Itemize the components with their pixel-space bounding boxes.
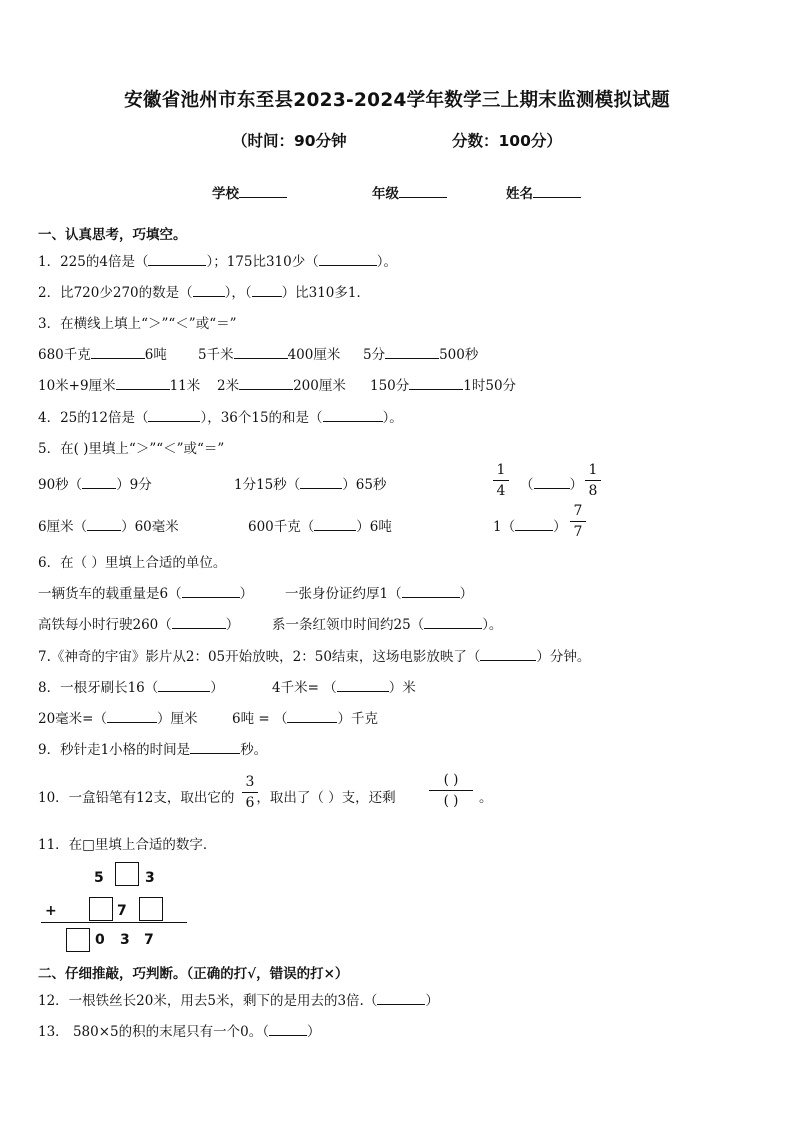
question-6-prompt: 6．在（ ）里填上合适的单位。: [38, 555, 227, 571]
school-field[interactable]: [212, 182, 287, 202]
digit-box[interactable]: [139, 897, 163, 921]
answer-blank[interactable]: [377, 991, 425, 1005]
section-2-heading: 二、仔细推敲，巧判断。（正确的打√，错误的打×）: [38, 966, 349, 982]
answer-blank[interactable]: [424, 615, 482, 629]
remaining-fraction[interactable]: ( ) ( ): [425, 772, 477, 809]
answer-blank[interactable]: [409, 376, 463, 390]
score-label: 分数：100分）: [452, 132, 562, 150]
answer-blank[interactable]: [314, 517, 356, 531]
grade-label: 年级: [372, 186, 399, 202]
fraction-1-4: 1 4: [493, 462, 509, 499]
sum-line: [41, 922, 187, 923]
digit-box[interactable]: [115, 862, 139, 886]
answer-blank[interactable]: [193, 283, 225, 297]
answer-blank[interactable]: [82, 475, 116, 489]
question-8-item: 20毫米=（ ）厘米: [38, 711, 198, 727]
question-13: 13． 580×5的积的末尾只有一个0。（ ）: [38, 1024, 321, 1040]
answer-blank[interactable]: [158, 678, 210, 692]
answer-blank[interactable]: [116, 376, 170, 390]
answer-blank[interactable]: [300, 475, 342, 489]
question-3-row-2: 10米+9厘米 11米: [38, 378, 201, 394]
answer-blank[interactable]: [182, 584, 240, 598]
digit: 7: [117, 903, 127, 919]
question-5-prompt: 5．在( )里填上“＞”“＜”或“＝”: [38, 441, 225, 457]
answer-blank[interactable]: [319, 252, 377, 266]
question-9: 9．秒针走1小格的时间是 秒。: [38, 742, 268, 758]
answer-blank[interactable]: [172, 615, 226, 629]
question-3-row-1: 680千克 6吨: [38, 347, 167, 363]
question-3-prompt: 3．在横线上填上“＞”“＜”或“＝”: [38, 316, 237, 332]
question-7: 7.《神奇的宇宙》影片从2：05开始放映，2：50结束，这场电影放映了（ ）分钟。: [38, 649, 591, 665]
question-12: 12．一根铁丝长20米，用去5米，剩下的是用去的3倍.（ ）: [38, 993, 439, 1009]
question-8-item: 6吨 = （ ）千克: [232, 711, 378, 727]
question-5-item: 1分15秒（ ）65秒: [234, 477, 387, 493]
answer-blank[interactable]: [402, 584, 460, 598]
digit-box[interactable]: [66, 928, 90, 952]
question-11-prompt: 11．在□里填上合适的数字．: [38, 837, 217, 853]
page-title: 安徽省池州市东至县2023-2024学年数学三上期末监测模拟试题: [124, 90, 670, 111]
answer-blank[interactable]: [287, 709, 337, 723]
fraction-3-6: 3 6: [242, 774, 258, 811]
answer-blank[interactable]: [107, 709, 157, 723]
answer-blank[interactable]: [480, 647, 536, 661]
digit-box[interactable]: [89, 897, 113, 921]
name-field[interactable]: [506, 182, 581, 202]
question-8-item: 4千米= （ ）米: [272, 680, 416, 696]
answer-blank[interactable]: [148, 408, 200, 422]
question-5-item: 6厘米（ ）60毫米: [38, 519, 179, 535]
digit: 5: [94, 870, 104, 886]
school-label: 学校: [212, 186, 239, 202]
question-2: 2．比720少270的数是（ ），（ ）比310多1．: [38, 285, 370, 301]
question-4: 4．25的12倍是（ ），36个15的和是（ ）。: [38, 410, 403, 426]
question-8-item: 8．一根牙刷长16（ ）: [38, 680, 224, 696]
question-1: 1．225的4倍是（ ）；175比310少（ ）。: [38, 254, 397, 270]
grade-field[interactable]: [372, 182, 447, 202]
answer-blank[interactable]: [337, 678, 389, 692]
question-6-item: 一辆货车的载重量是6（ ）: [38, 586, 254, 602]
answer-blank[interactable]: [269, 1022, 307, 1036]
digit: 0: [95, 932, 105, 948]
digit: 3: [120, 932, 130, 948]
answer-blank[interactable]: [148, 252, 206, 266]
answer-blank[interactable]: [239, 376, 293, 390]
question-10: 10．一盒铅笔有12支，取出它的 ，取出了（ ）支，还剩: [38, 790, 396, 806]
section-1-heading: 一、认真思考，巧填空。: [38, 227, 187, 243]
digit: 3: [145, 870, 155, 886]
answer-blank[interactable]: [91, 345, 145, 359]
fraction-1-8: 1 8: [585, 462, 601, 499]
answer-blank[interactable]: [190, 740, 240, 754]
name-label: 姓名: [506, 186, 533, 202]
answer-blank[interactable]: [87, 517, 121, 531]
answer-blank[interactable]: [323, 408, 383, 422]
answer-blank[interactable]: [515, 517, 553, 531]
plus-sign: +: [45, 903, 57, 919]
question-6-item: 高铁每小时行驶260（ ）: [38, 617, 240, 633]
question-5-item: 600千克（ ）6吨: [248, 519, 392, 535]
fraction-7-7: 7 7: [570, 503, 586, 540]
answer-blank[interactable]: [252, 283, 282, 297]
answer-blank[interactable]: [385, 345, 439, 359]
question-5-item: 90秒（ ）9分: [38, 477, 152, 493]
digit: 7: [144, 932, 154, 948]
question-6-item: 一张身份证约厚1（ ）: [285, 586, 474, 602]
answer-blank[interactable]: [534, 475, 570, 489]
question-6-item: 系一条红领巾时间约25（ ）。: [272, 617, 503, 633]
time-label: （时间：90分钟: [232, 132, 347, 150]
answer-blank[interactable]: [234, 345, 288, 359]
